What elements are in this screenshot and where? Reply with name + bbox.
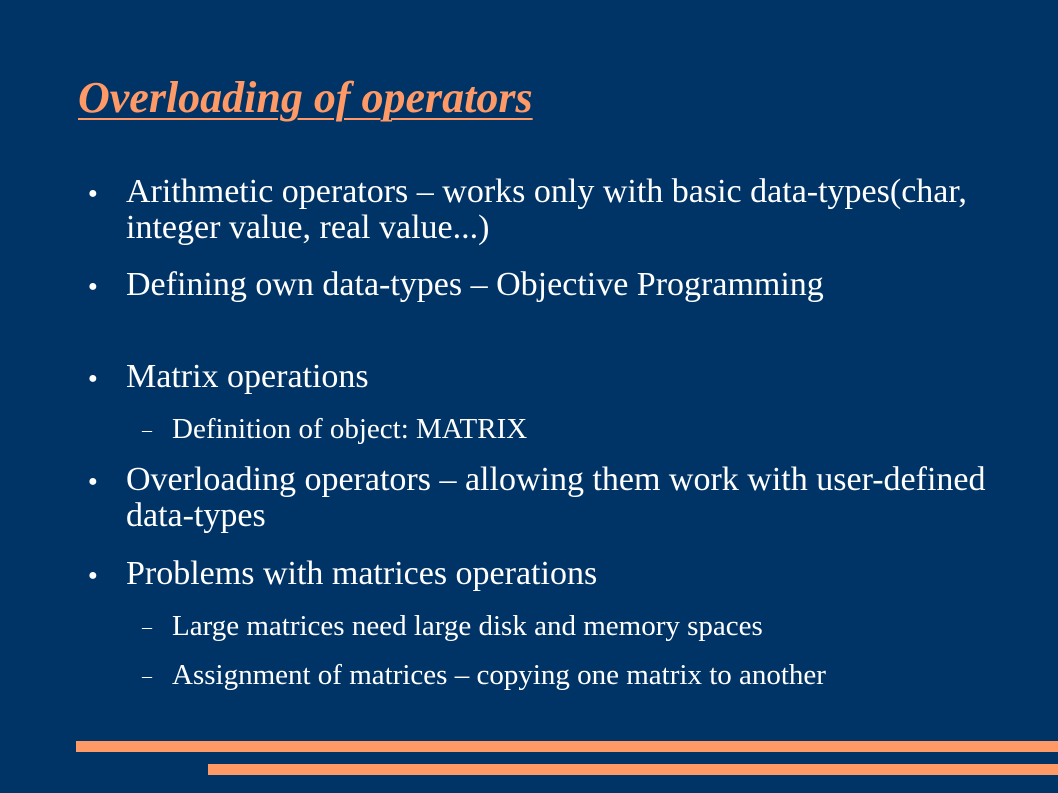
sub-bullet-item	[142, 413, 1008, 446]
bullet-dot-icon: ●	[88, 567, 98, 584]
bullet-text: Defining own data-types – Objective Programming	[126, 266, 824, 303]
sub-bullet-item	[142, 610, 1008, 643]
bullet-item	[88, 267, 1008, 303]
slide-title: Overloading of operators	[78, 73, 533, 122]
bullet-text: Overloading operators – allowing them work with user-defined data-types	[126, 461, 986, 534]
bullet-item	[88, 556, 1008, 592]
accent-bar-lower	[208, 764, 1058, 775]
sub-bullet-text: Large matrices need large disk and memory spaces	[172, 610, 763, 642]
sub-bullet-text: Definition of object: MATRIX	[172, 413, 528, 445]
bullet-dot-icon: ●	[88, 278, 98, 295]
bullet-dot-icon: ●	[88, 473, 98, 490]
bullet-item	[88, 174, 1008, 246]
dash-icon: –	[142, 616, 152, 638]
bullet-item	[88, 462, 1008, 534]
accent-bar-upper	[76, 741, 1058, 752]
bullet-item	[88, 359, 1008, 395]
bullet-dot-icon: ●	[88, 370, 98, 387]
bullet-text: Arithmetic operators – works only with basic data-types(char, integer value, real value...)	[126, 173, 967, 246]
dash-icon: –	[142, 665, 152, 687]
bullet-dot-icon: ●	[88, 185, 98, 202]
bullet-text: Matrix operations	[126, 358, 369, 395]
dash-icon: –	[142, 419, 152, 441]
bullet-text: Problems with matrices operations	[126, 555, 598, 592]
sub-bullet-text: Assignment of matrices – copying one matrix to another	[172, 659, 826, 691]
sub-bullet-item	[142, 659, 1008, 692]
